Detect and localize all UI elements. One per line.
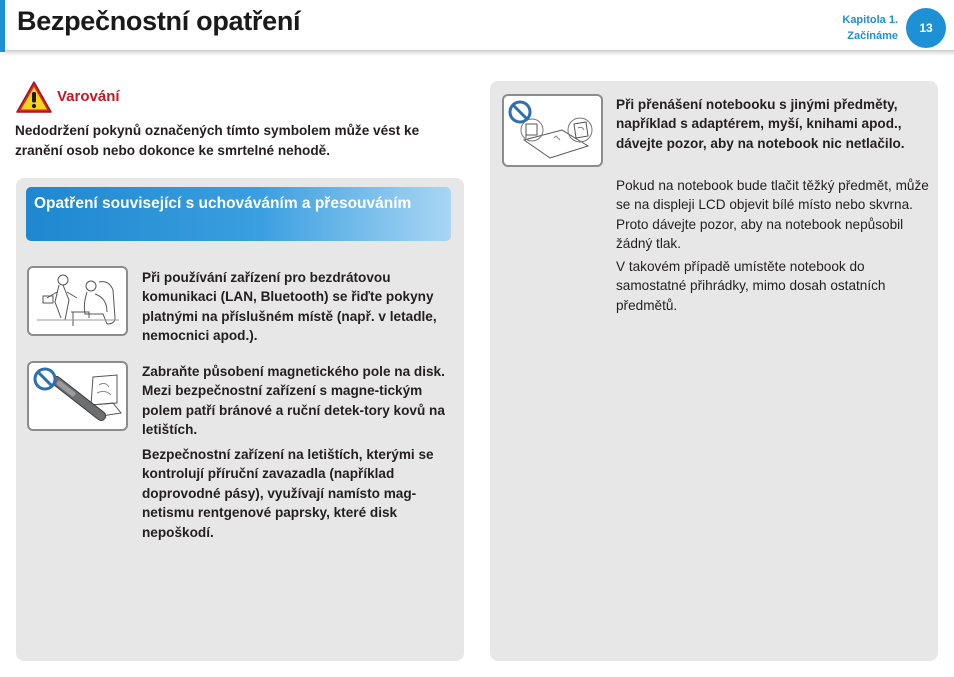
xray-security-text: Bezpečnostní zařízení na letištích, kterými se kontrolují příruční zavazadla (například doprovodné pásy), využívají namísto mag-netismu rentgenové paprsky, které disk nepoškodí. (142, 447, 434, 540)
section-banner-title: Opatření související s uchováváním a přesouváním (34, 195, 412, 212)
section-banner (26, 187, 451, 241)
chapter-title: Začínáme (847, 30, 898, 42)
airplane-wireless-illustration (27, 266, 128, 336)
carrying-panel (490, 81, 938, 661)
header-divider (5, 50, 954, 56)
header-accent-bar (0, 0, 5, 52)
chapter-label (842, 12, 898, 44)
magnetic-field-text: Zabraňte působení magnetického pole na disk. Mezi bezpečnostní zařízení s magne-tickým polem patří bránové a ruční detek-tory kovů na letištích. (142, 364, 445, 438)
warning-text: Nedodržení pokynů označených tímto symbolem může vést ke zranění osob nebo dokonce ke smrtelné nehodě. (15, 123, 420, 158)
warning-title: Varování (57, 88, 120, 105)
prohibited-icon (507, 99, 533, 125)
lcd-damage-text: Pokud na notebook bude tlačit těžký předmět, může se na displeji LCD objevit bílé místo nebo skvrna. Proto dávejte pozor, aby na notebook nepůsobil žádný tlak. (616, 178, 929, 252)
prohibited-icon (32, 366, 58, 392)
airplane-seat-icon (29, 268, 126, 334)
magnetic-detector-illustration (27, 361, 128, 431)
carrying-rule-text: Při přenášení notebooku s jinými předměty, například s adaptérem, myší, knihami apod., dávejte pozor, aby na notebook nic netlačilo. (616, 97, 905, 151)
page-title: Bezpečnostní opatření (17, 6, 301, 36)
chapter-number: Kapitola 1. (842, 14, 898, 26)
warning-triangle-icon (15, 80, 53, 114)
wireless-rule-text: Při používání zařízení pro bezdrátovou komunikaci (LAN, Bluetooth) se řiďte pokyny platnými na příslušném místě (např. v letadle, nemocnici apod.). (142, 270, 437, 344)
page-number-badge: 13 (906, 8, 946, 48)
separate-compartment-text: V takovém případě umístěte notebook do samostatné přihrádky, mimo dosah ostatních předmětů. (616, 259, 886, 313)
pressure-on-notebook-illustration (502, 94, 603, 167)
